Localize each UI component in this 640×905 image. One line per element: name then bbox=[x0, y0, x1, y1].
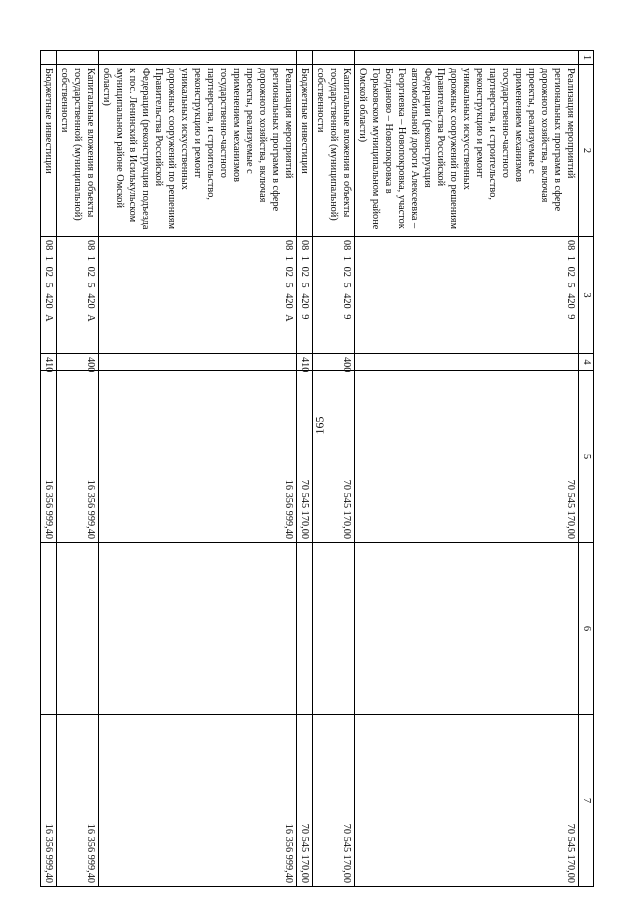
header-cell-7: 7 bbox=[579, 715, 594, 887]
header-cell-1: 1 bbox=[579, 51, 594, 65]
header-cell-5: 5 bbox=[579, 371, 594, 543]
cell-code: 08 1 02 5 420 А bbox=[99, 237, 297, 354]
cell-description: Бюджетные инвестиции bbox=[297, 65, 313, 237]
page-number: 165 bbox=[312, 416, 327, 435]
cell-amount-6 bbox=[297, 543, 313, 715]
cell-total: 70 545 170,00 bbox=[313, 715, 355, 887]
cell-amount-6 bbox=[313, 543, 355, 715]
cell-amount: 16 356 999,40 bbox=[99, 371, 297, 543]
cell-amount-6 bbox=[57, 543, 99, 715]
cell-description: Бюджетные инвестиции bbox=[41, 65, 57, 237]
cell-total: 16 356 999,40 bbox=[99, 715, 297, 887]
cell-description: Реализация мероприятий региональных программ в сфере дорожного хозяйства, включая проекты, реализуемые с применением механизмов государственно-частного партнерства, и строительство, реконструкцию и ремонт уникальных искусственных дорожных сооружений по решениям Правительства Российской Федерации (реконструкция автомобильной дороги Алексеевка – Георгиевка – Новопокровка, участок Богданово – Новопокровка в Горьковском муниципальном районе Омской области) bbox=[355, 65, 579, 237]
header-row bbox=[579, 51, 594, 887]
cell-expense-type bbox=[355, 354, 579, 371]
budget-table bbox=[40, 50, 594, 887]
cell-amount-6 bbox=[41, 543, 57, 715]
cell-code: 08 1 02 5 420 9 bbox=[297, 237, 313, 354]
cell-number bbox=[313, 51, 355, 65]
cell-code: 08 1 02 5 420 А bbox=[57, 237, 99, 354]
cell-total: 70 545 170,00 bbox=[355, 715, 579, 887]
cell-code: 08 1 02 5 420 А bbox=[41, 237, 57, 354]
cell-number bbox=[99, 51, 297, 65]
cell-amount: 16 356 999,40 bbox=[57, 371, 99, 543]
cell-amount-6 bbox=[99, 543, 297, 715]
cell-expense-type bbox=[99, 354, 297, 371]
cell-expense-type: 410 bbox=[41, 354, 57, 371]
header-cell-2: 2 bbox=[579, 65, 594, 237]
cell-expense-type: 400 bbox=[313, 354, 355, 371]
cell-number bbox=[41, 51, 57, 65]
cell-amount: 70 545 170,00 bbox=[313, 371, 355, 543]
header-cell-3: 3 bbox=[579, 237, 594, 354]
header-cell-6: 6 bbox=[579, 543, 594, 715]
cell-amount: 16 356 999,40 bbox=[41, 371, 57, 543]
cell-amount-6 bbox=[355, 543, 579, 715]
table-row bbox=[57, 51, 99, 887]
cell-code: 08 1 02 5 420 9 bbox=[355, 237, 579, 354]
cell-total: 16 356 999,40 bbox=[57, 715, 99, 887]
cell-description: Капитальные вложения в объекты государственной (муниципальной) собственности bbox=[57, 65, 99, 237]
table-row bbox=[297, 51, 313, 887]
table-row bbox=[313, 51, 355, 887]
cell-amount: 70 545 170,00 bbox=[355, 371, 579, 543]
cell-total: 16 356 999,40 bbox=[41, 715, 57, 887]
cell-total: 70 545 170,00 bbox=[297, 715, 313, 887]
table-row bbox=[99, 51, 297, 887]
table-row bbox=[355, 51, 579, 887]
rotated-table-container bbox=[43, 50, 594, 886]
cell-amount: 70 545 170,00 bbox=[297, 371, 313, 543]
cell-description: Капитальные вложения в объекты государственной (муниципальной) собственности bbox=[313, 65, 355, 237]
cell-expense-type: 410 bbox=[297, 354, 313, 371]
header-cell-4: 4 bbox=[579, 354, 594, 371]
cell-number bbox=[297, 51, 313, 65]
cell-expense-type: 400 bbox=[57, 354, 99, 371]
cell-number bbox=[355, 51, 579, 65]
table-row bbox=[41, 51, 57, 887]
cell-description: Реализация мероприятий региональных программ в сфере дорожного хозяйства, включая проекты, реализуемые с применением механизмов государственно-частного партнерства, и строительство, реконструкцию и ремонт уникальных искусственных дорожных сооружений по решениям Правительства Российской Федерации (реконструкция подъезда к пос. Ленинский в Исилькульском муниципальном районе Омской области) bbox=[99, 65, 297, 237]
cell-code: 08 1 02 5 420 9 bbox=[313, 237, 355, 354]
cell-number bbox=[57, 51, 99, 65]
